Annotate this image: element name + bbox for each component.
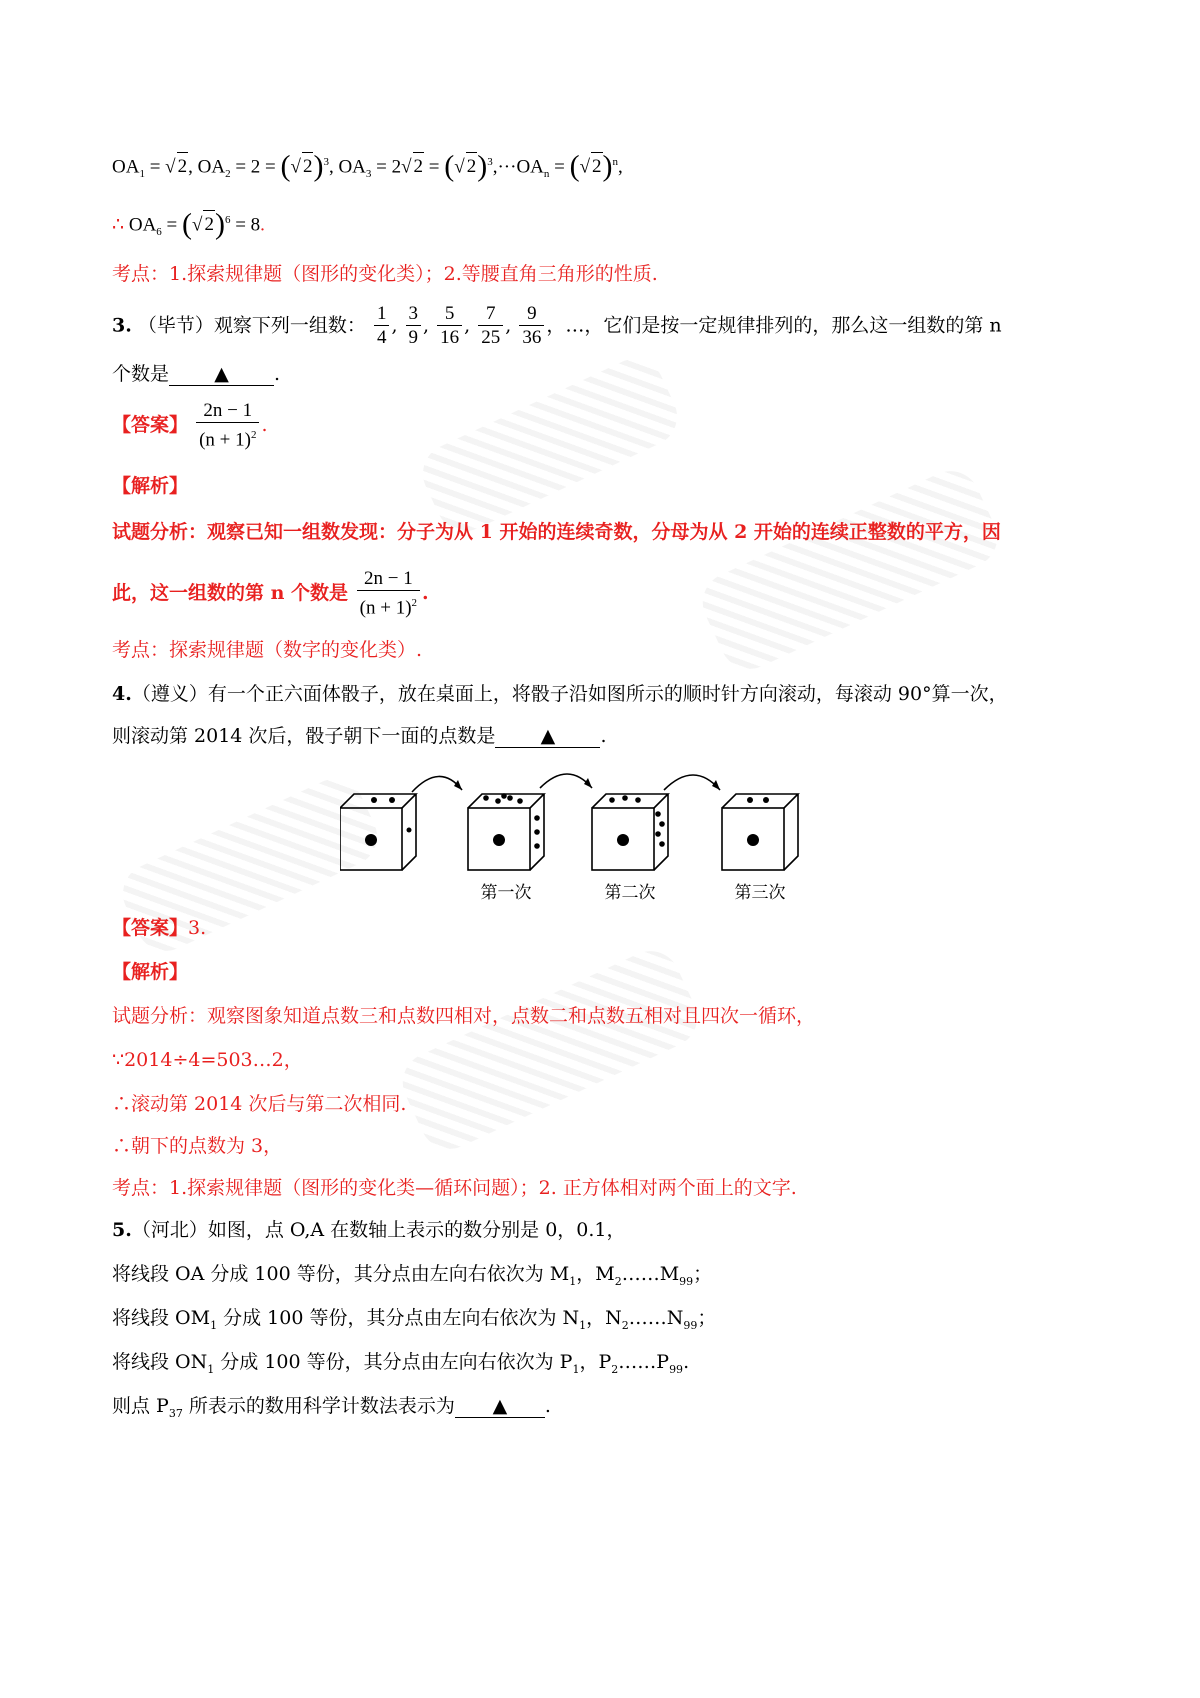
watermark [393, 941, 707, 1158]
q4-analysis-line: ∴朝下的点数为 3， [112, 1135, 283, 1157]
q5-line-3: 将线段 $OM_1$ 分成 100 等份，其分点由左向右依次为 $N_1$，$N_2\dots\dots N_{99}$； [112, 1307, 717, 1332]
q5-answer-blank: ▲ [455, 1395, 545, 1418]
prev-solution-line-2: ∴ $OA_6$ = (√ 2)$^6$ = 8. [112, 207, 265, 241]
q3-answer: 【答案】 $\frac{2n - 1}{(n + 1)^2}$ . [112, 400, 268, 451]
q3-fraction: $\frac{5}{16}$ [437, 303, 462, 350]
watermark [413, 349, 687, 540]
q3-answer-blank: ▲ [169, 363, 274, 386]
q4-analysis-line: 试题分析：观察图象知道点数三和点数四相对，点数二和点数五相对且四次一循环， [112, 1005, 816, 1027]
prev-solution-line-1: $OA_1$ = √ 2, $OA_2 = 2$ = (√ 2)$^3$, $OA_3 = 2√$ 2 = (√ $2)^3,\cdot\cdot\cdot OA_n$ = (√ 2)$^n$, [112, 149, 623, 183]
prev-kaodian: 考点：1.探索规律题（图形的变化类）；2.等腰直角三角形的性质. [112, 263, 658, 285]
q4-answer-blank: ▲ [495, 725, 600, 748]
label-second: 第二次 [604, 883, 656, 903]
q5-stem: 5.（河北）如图，点 O,A 在数轴上表示的数分别是 0，0.1， [112, 1219, 626, 1241]
q3-fraction: $\frac{7}{25}$ [478, 303, 503, 350]
q4-answer: 【答案】3. [112, 917, 207, 939]
arrow-3 [664, 775, 720, 790]
die-initial [340, 794, 416, 870]
q3-fraction: $\frac{9}{36}$ [519, 303, 544, 350]
q3-stem-cont: 个数是 ▲ . [112, 363, 281, 385]
q4-analysis-line: ∴滚动第 2014 次后与第二次相同. [112, 1093, 407, 1115]
q3-kaodian: 考点：探索规律题（数字的变化类）. [112, 639, 423, 661]
die-third [722, 794, 798, 870]
q4-kaodian: 考点：1.探索规律题（图形的变化类—循环问题）；2. 正方体相对两个面上的文字. [112, 1177, 797, 1199]
label-third: 第三次 [734, 883, 786, 903]
q3-analysis-line-2: 此，这一组数的第 n 个数是 $\frac{2n - 1}{(n + 1)^2}$ . [112, 568, 429, 619]
q3-analysis-tag: 【解析】 [112, 475, 189, 497]
watermark [693, 461, 1007, 678]
q4-stem-cont: 则滚动第 2014 次后，骰子朝下一面的点数是 ▲ . [112, 725, 607, 747]
q5-line-5: 则点 $P_{37}$ 所表示的数用科学计数法表示为 ▲ . [112, 1395, 551, 1420]
q3-fraction: $\frac{3}{9}$ [406, 303, 422, 350]
dice-rolling-figure [340, 770, 850, 910]
q5-line-2: 将线段 OA 分成 100 等份，其分点由左向右依次为 $M_1$，$M_2\dots\dots M_{99}$； [112, 1263, 713, 1288]
q4-analysis-tag: 【解析】 [112, 961, 189, 983]
q4-analysis-line: ∵2014÷4=503…2， [112, 1049, 303, 1071]
q3-stem: 3. （毕节）观察下列一组数： $\frac{1}{4}$ , $\frac{3}{9}$ , $\frac{5}{16}$ , $\frac{7}{25}$ , $\frac{9}{36}$ ，…，它们是按一定规律排列的，那么这一组数的第 n [112, 303, 1002, 348]
arrow-2 [540, 774, 592, 788]
q4-stem: 4.（遵义）有一个正六面体骰子，放在桌面上，将骰子沿如图所示的顺时针方向滚动，每滚动 90°算一次， [112, 683, 1008, 705]
label-first: 第一次 [480, 883, 532, 903]
arrow-1 [412, 776, 462, 792]
q5-line-4: 将线段 $ON_1$ 分成 100 等份，其分点由左向右依次为 $P_1$，$P_2\dots\dots P_{99}$. [112, 1351, 690, 1376]
die-first [468, 794, 544, 870]
q3-analysis-line-1: 试题分析：观察已知一组数发现：分子为从 1 开始的连续奇数，分母为从 2 开始的连续正整数的平方，因 [112, 521, 1001, 543]
q3-fraction: $\frac{1}{4}$ [374, 303, 390, 350]
